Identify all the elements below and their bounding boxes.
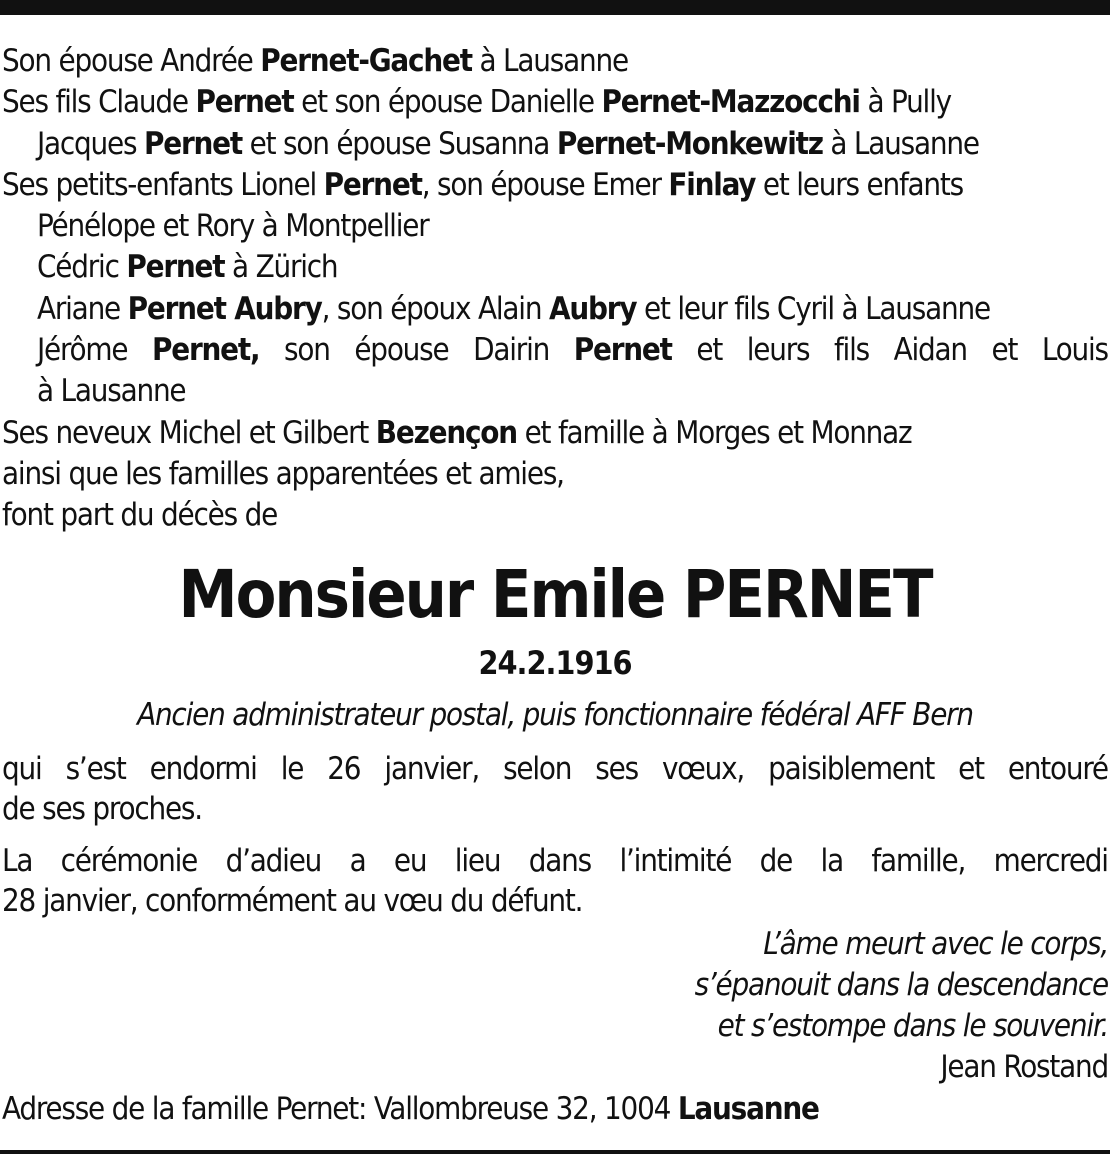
word: de [759, 843, 793, 879]
word: a [349, 843, 366, 879]
word: eu [393, 843, 427, 879]
word: qui [2, 751, 42, 787]
word: l’intimité [619, 843, 732, 879]
word: ses [595, 751, 638, 787]
word: famille, [871, 843, 966, 879]
family-line-cedric: Cédric Pernet à Zürich [37, 249, 338, 286]
word: janvier, [384, 751, 480, 787]
family-line-ariane: Ariane Pernet Aubry, son époux Alain Aubry et leur fils Cyril à Lausanne [37, 290, 990, 327]
word: la [820, 843, 843, 879]
family-line-relatives: ainsi que les familles apparentées et amies, [2, 455, 564, 492]
ceremony-paragraph [2, 841, 1108, 921]
family-line-jacques: Jacques Pernet et son épouse Susanna Pernet-Monkewitz à Lausanne [37, 125, 979, 162]
family-address: Adresse de la famille Pernet: Vallombreuse 32, 1004 Lausanne [2, 1091, 819, 1127]
word: le [280, 751, 304, 787]
family-line-sons: Ses fils Claude Pernet et son épouse Danielle Pernet-Mazzocchi à Pully [2, 84, 951, 121]
death-paragraph-line2: de ses proches. [2, 791, 202, 827]
word: vœux, [661, 751, 745, 787]
quote-line: et s’estompe dans le souvenir. [717, 1008, 1108, 1044]
word: dans [528, 843, 591, 879]
family-line-jerome: Jérôme Pernet, son épouse Dairin Pernet et leurs fils Aidan et Louis [37, 332, 1108, 369]
family-line-nephews: Ses neveux Michel et Gilbert Bezençon et famille à Morges et Monnaz [2, 414, 912, 451]
family-line-wife: Son épouse Andrée Pernet-Gachet à Lausanne [2, 43, 628, 79]
word: paisiblement [768, 751, 935, 787]
word: La [2, 843, 33, 879]
word: cérémonie [60, 843, 198, 879]
bottom-rule [0, 1150, 1110, 1154]
top-rule [0, 0, 1110, 15]
deceased-name: Monsieur Emile PERNET [178, 556, 932, 633]
word: d’adieu [225, 843, 322, 879]
word: et [958, 751, 984, 787]
word: selon [503, 751, 572, 787]
quote-block [695, 924, 1108, 1088]
death-paragraph [2, 749, 1108, 829]
family-line-grandchildren: Ses petits-enfants Lionel Pernet, son épouse Emer Finlay et leurs enfants [2, 166, 963, 203]
birth-date: 24.2.1916 [478, 644, 632, 682]
word: lieu [454, 843, 501, 879]
word: entouré [1007, 751, 1108, 787]
word: s’est [65, 751, 126, 787]
ceremony-paragraph-line1 [2, 841, 1108, 881]
occupation: Ancien administrateur postal, puis fonctionnaire fédéral AFF Bern [137, 697, 973, 733]
family-list [2, 41, 1108, 537]
family-line-jerome-place: à Lausanne [37, 373, 186, 410]
word: endormi [149, 751, 257, 787]
word: 26 [327, 751, 361, 787]
quote-line: L’âme meurt avec le corps, [763, 926, 1108, 962]
family-line-penelope: Pénélope et Rory à Montpellier [37, 208, 429, 245]
word: mercredi [993, 843, 1108, 879]
family-line-announce: font part du décès de [2, 497, 278, 534]
quote-author: Jean Rostand [940, 1049, 1108, 1085]
ceremony-paragraph-line2: 28 janvier, conformément au vœu du défunt. [2, 883, 583, 919]
quote-line: s’épanouit dans la descendance [694, 967, 1108, 1003]
death-paragraph-line1 [2, 749, 1108, 789]
